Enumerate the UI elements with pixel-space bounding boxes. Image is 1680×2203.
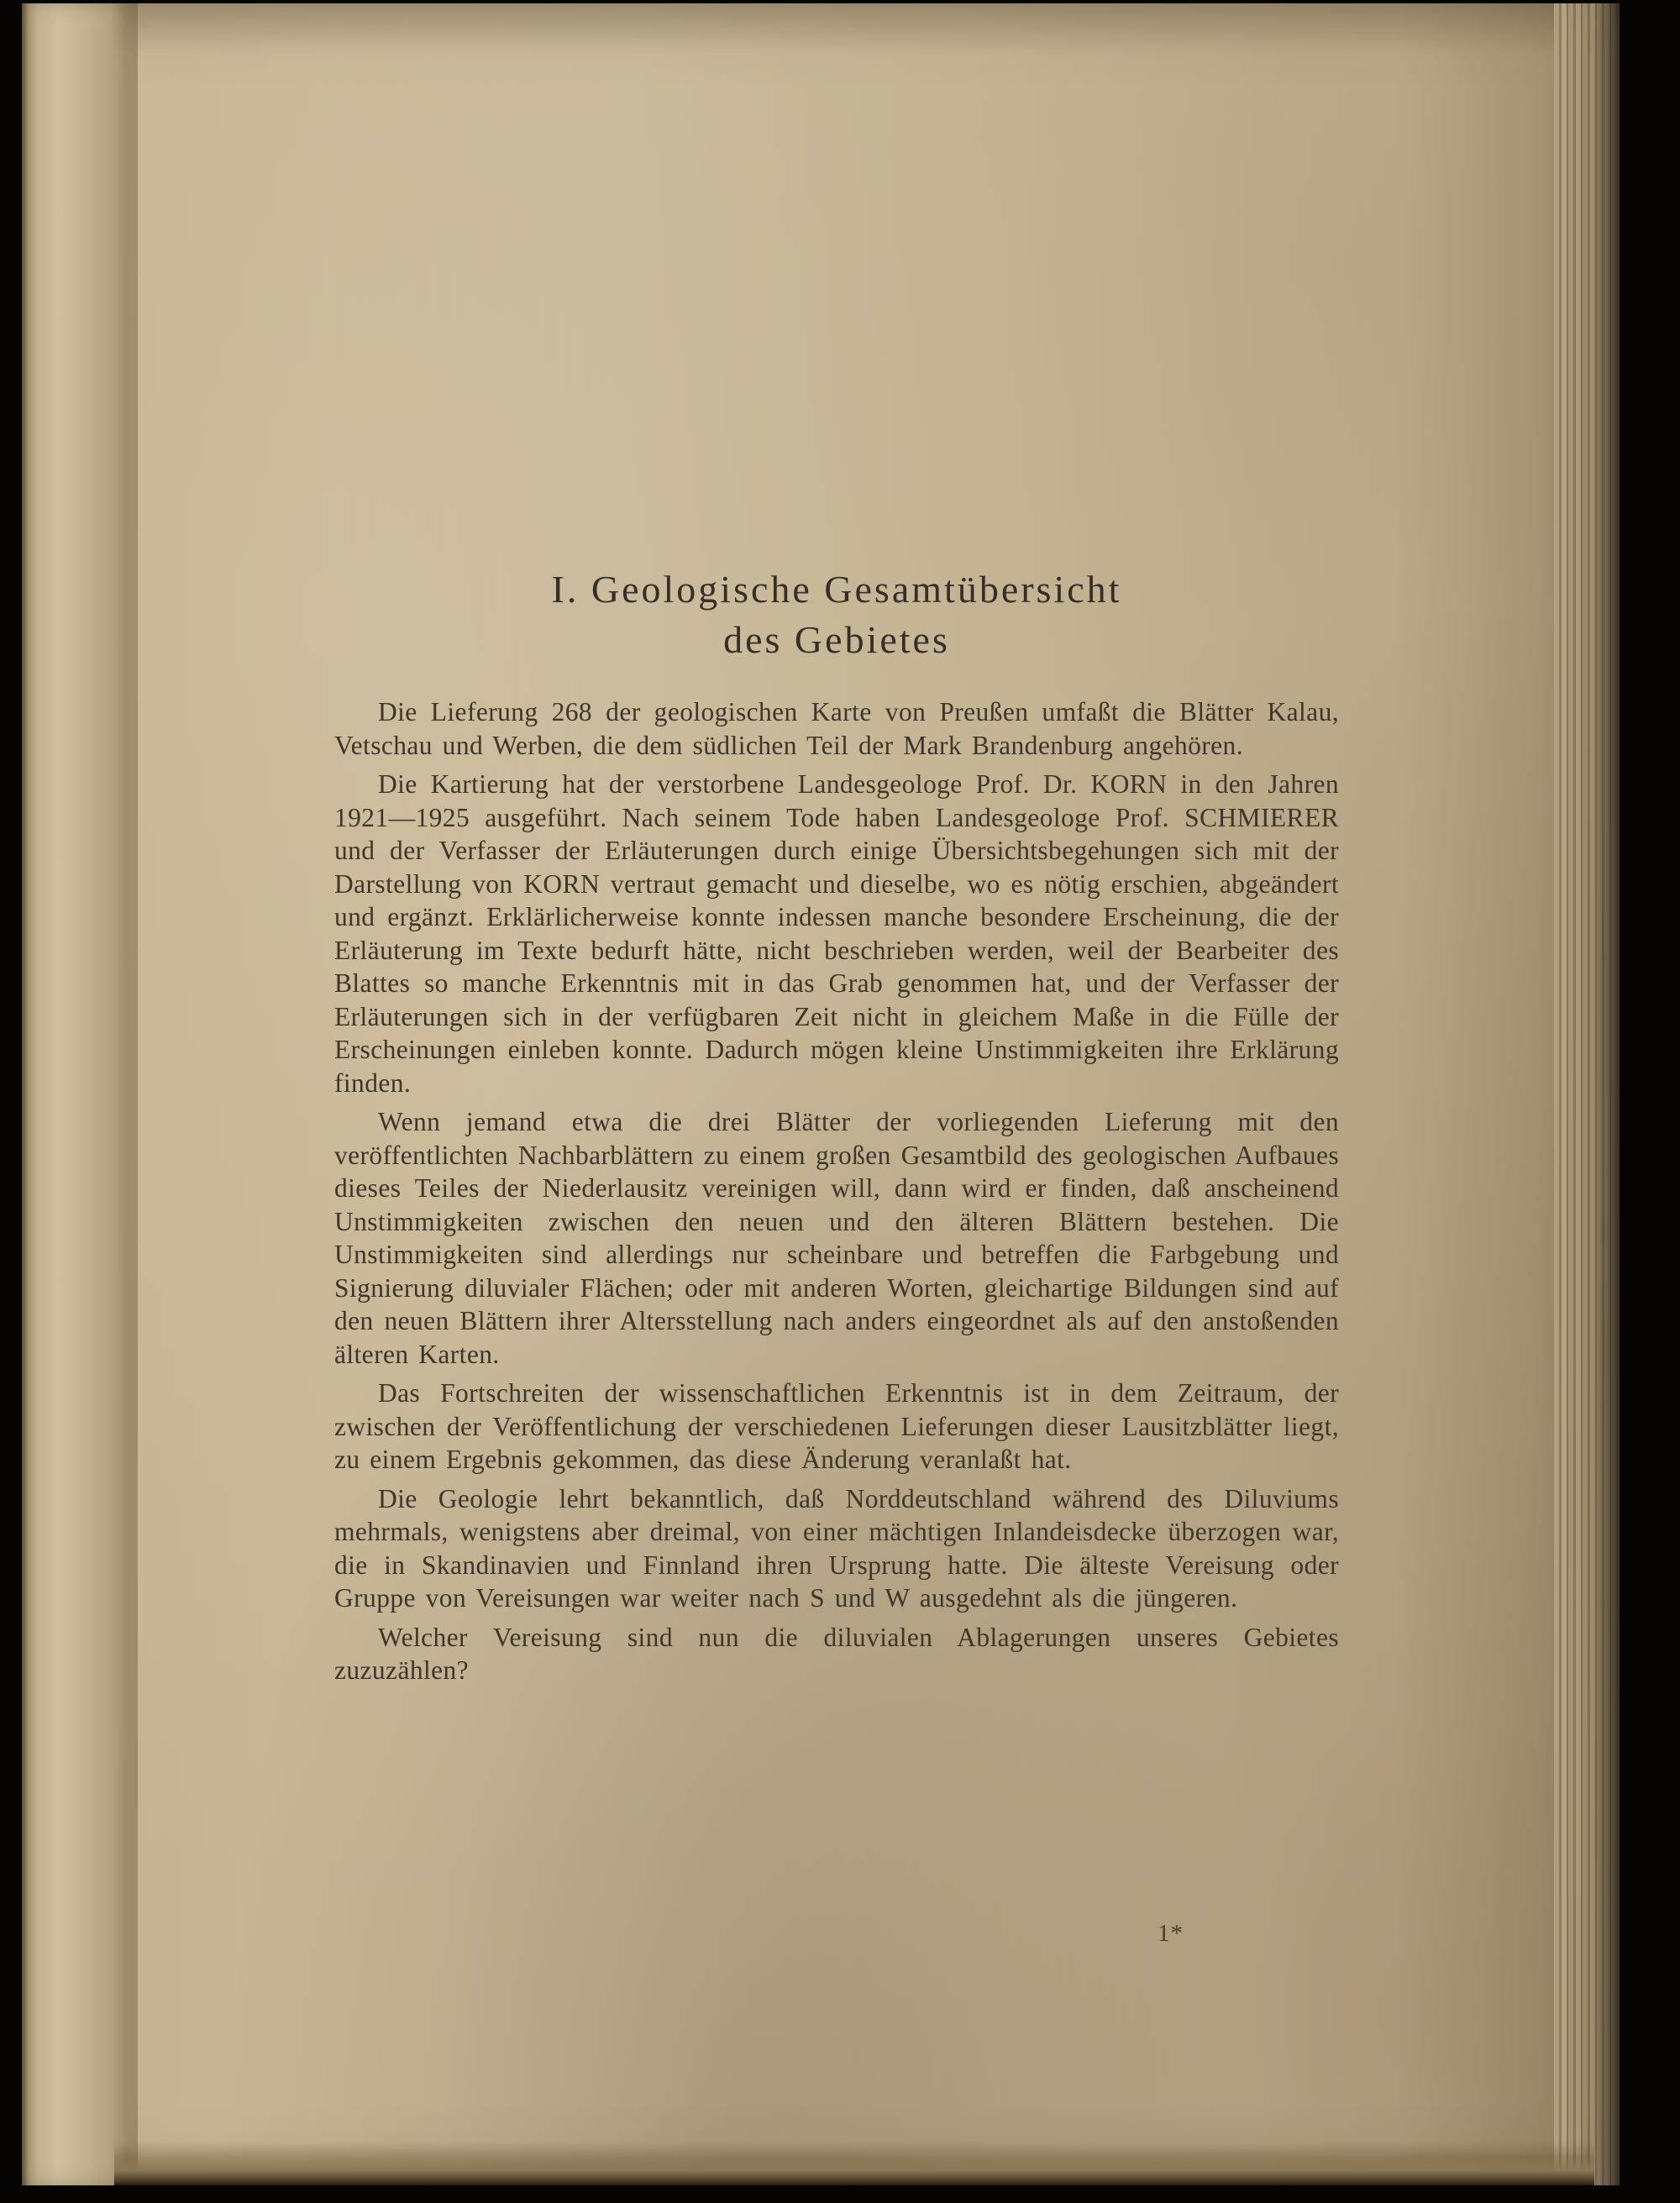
signature-mark: 1*: [1158, 1920, 1184, 1947]
printed-text-block: [334, 564, 1339, 1693]
chapter-title: [334, 564, 1339, 665]
paragraph-4: Das Fortschreiten der wissenschaftlichen Erkenntnis ist in dem Zeitraum, der zwischen der Veröffentlichung der verschiedenen Lieferungen dieser Lausitzblätter liegt, zu einem Ergebnis gekommen, das diese Änderung veranlaßt hat.: [334, 1378, 1339, 1474]
chapter-title-line1: I. Geologische Gesamtübersicht: [551, 568, 1122, 611]
binding-gutter: [22, 3, 138, 2185]
paragraph-6: Welcher Vereisung sind nun die diluvialen Ablagerungen unseres Gebietes zuzuzählen?: [334, 1622, 1339, 1685]
paragraph-2: Die Kartierung hat der verstorbene Landesgeologe Prof. Dr. KORN in den Jahren 1921—1925 ausgeführt. Nach seinem Tode haben Landesgeologe Prof. SCHMIERER und der Verfasser der Erläuterungen durch einige Übersichtsbegehungen sich mit der Darstellung von KORN vertraut gemacht und dieselbe, wo es nötig erschien, abgeändert und ergänzt. Erklärlicherweise konnte indessen manche besondere Erscheinung, die der Erläuterung im Texte bedurft hätte, nicht beschrieben werden, weil der Bearbeiter des Blattes so manche Erkenntnis mit in das Grab genommen hat, und der Verfasser der Erläuterungen sich in der verfügbaren Zeit nicht in gleichem Maße in die Fülle der Erscheinungen einleben konnte. Dadurch mögen kleine Unstimmigkeiten ihre Erklärung finden.: [334, 769, 1339, 1098]
paragraph-5: Die Geologie lehrt bekanntlich, daß Norddeutschland während des Diluviums mehrmals, wenigstens aber dreimal, von einer mächtigen Inlandeisdecke überzogen war, die in Skandinavien und Finnland ihren Ursprung hatte. Die älteste Vereisung oder Gruppe von Vereisungen war weiter nach S und W ausgedehnt als die jüngeren.: [334, 1483, 1339, 1613]
paragraph-3: Wenn jemand etwa die drei Blätter der vorliegenden Lieferung mit den veröffentlichten Nachbarblättern zu einem großen Gesamtbild des geologischen Aufbaues dieses Teiles der Niederlausitz vereinigen will, dann wird er finden, daß anscheinend Unstimmigkeiten zwischen den neuen und den älteren Blättern bestehen. Die Unstimmigkeiten sind allerdings nur scheinbare und betreffen die Farbgebung und Signierung diluvialer Flächen; oder mit anderen Worten, gleichartige Bildungen sind auf den neuen Blättern ihrer Altersstellung nach anders eingeordnet als auf den anstoßenden älteren Karten.: [334, 1107, 1339, 1369]
paper-page: [22, 3, 1620, 2185]
chapter-title-line2: des Gebietes: [723, 618, 950, 661]
top-shadow: [22, 3, 1620, 54]
bottom-page-edges: [114, 2142, 1594, 2185]
paragraph-1: Die Lieferung 268 der geologischen Karte von Preußen umfaßt die Blätter Kalau, Vetschau und Werben, die dem südlichen Teil der Mark Brandenburg angehören.: [334, 697, 1339, 760]
page-stack-edges: [1554, 3, 1620, 2185]
